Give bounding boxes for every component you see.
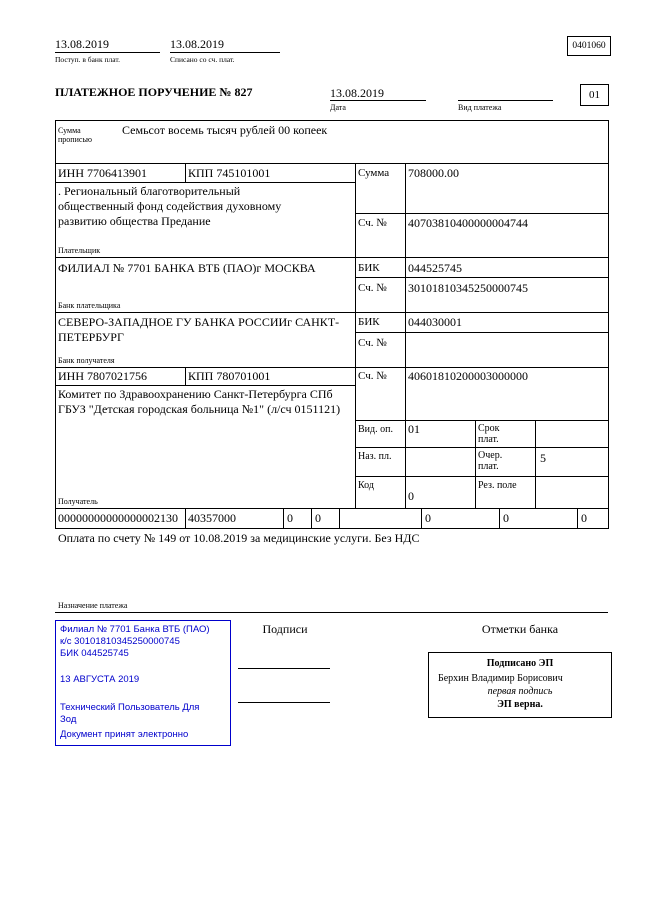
payer-inn: ИНН 7706413901 <box>58 166 147 180</box>
grid-line <box>499 508 500 528</box>
grid-line <box>339 508 340 528</box>
esign-box <box>428 652 612 718</box>
payer-account-label: Сч. № <box>358 217 387 229</box>
grid-line <box>55 508 608 509</box>
payment-purpose: Оплата по счету № 149 от 10.08.2019 за медицинские услуги. Без НДС <box>58 531 420 545</box>
grid-line <box>185 163 186 182</box>
bank-electronic-stamp <box>55 620 231 746</box>
grid-line <box>55 182 355 183</box>
title-date: 13.08.2019 <box>330 86 384 100</box>
payee-account: 40601810200003000000 <box>408 369 528 383</box>
payee-bank-caption: Банк получателя <box>58 356 115 365</box>
grid-line <box>355 213 608 214</box>
grid-line <box>475 420 476 508</box>
payee-kpp: КПП 780701001 <box>188 369 271 383</box>
signature-line <box>238 668 330 669</box>
kod-value: 0 <box>408 489 414 503</box>
amount-words-label: Сумма прописью <box>58 126 93 144</box>
payee-bank-bik: 044030001 <box>408 315 462 329</box>
bank-marks-header: Отметки банка <box>481 622 559 636</box>
payee-caption: Получатель <box>58 497 98 506</box>
grid-line <box>535 420 536 508</box>
esign-signer-name: Берхин Владимир Борисович <box>438 673 563 684</box>
payee-bank-name: СЕВЕРО-ЗАПАДНОЕ ГУ БАНКА РОССИИг САНКТ-ПЕТЕРБУРГ <box>58 315 340 344</box>
payer-bank-caption: Банк плательщика <box>58 301 121 310</box>
rez-pole-label: Рез. поле <box>478 480 517 491</box>
kod-label: Код <box>358 480 374 491</box>
grid-line <box>355 476 608 477</box>
stamp-accepted: Документ принят электронно <box>60 729 189 740</box>
purpose-caption: Назначение платежа <box>58 601 128 610</box>
amount-words-value: Семьсот восемь тысяч рублей 00 копеек <box>122 123 328 137</box>
payment-type-label: Вид платежа <box>458 103 502 112</box>
grid-line <box>185 367 186 385</box>
divider <box>330 100 426 101</box>
grid-line <box>355 277 608 278</box>
date-received-label: Поступ. в банк плат. <box>55 55 120 64</box>
divider <box>458 100 553 101</box>
vid-op-label: Вид. оп. <box>358 424 393 435</box>
payee-bank-bik-label: БИК <box>358 316 380 328</box>
grid-line <box>55 612 608 613</box>
tax-cell-oktmo: 40357000 <box>188 511 236 525</box>
stamp-date: 13 АВГУСТА 2019 <box>60 674 140 685</box>
grid-line <box>608 163 609 528</box>
payee-account-label: Сч. № <box>358 370 387 382</box>
stamp-user-line2: Зод <box>60 714 77 725</box>
grid-line <box>55 367 608 368</box>
esign-title: Подписано ЭП <box>486 658 554 669</box>
date-received: 13.08.2019 <box>55 37 109 51</box>
ocher-plat-value: 5 <box>540 451 546 465</box>
title-date-label: Дата <box>330 103 346 112</box>
divider <box>55 52 160 53</box>
signature-line <box>238 702 330 703</box>
stamp-corr-account: к/с 30101810345250000745 <box>60 636 180 647</box>
grid-line <box>405 163 406 508</box>
esign-role: первая подпись <box>487 686 553 697</box>
srok-plat-label: Срок плат. <box>478 423 500 445</box>
grid-line <box>55 528 609 529</box>
payer-name: . Региональный благотворительный общественный фонд содействия духовному развитию общества Предание <box>58 184 282 228</box>
payer-kpp: КПП 745101001 <box>188 166 271 180</box>
page-title: ПЛАТЕЖНОЕ ПОРУЧЕНИЕ № 827 <box>55 85 253 99</box>
payer-bank-name: ФИЛИАЛ № 7701 БАНКА ВТБ (ПАО)г МОСКВА <box>58 261 316 275</box>
payer-caption: Плательщик <box>58 246 101 255</box>
stamp-user-line1: Технический Пользователь Для <box>60 702 200 713</box>
divider <box>170 52 280 53</box>
sum-value: 708000.00 <box>408 166 459 180</box>
tax-cell: 0 <box>581 511 587 525</box>
grid-line <box>355 420 608 421</box>
payee-name: Комитет по Здравоохранению Санкт-Петербурга СПб ГБУЗ "Детская городская больница №1" (л/сч 0151121) <box>58 387 341 416</box>
payer-bank-account: 30101810345250000745 <box>408 281 528 295</box>
stamp-bik: БИК 044525745 <box>60 648 129 659</box>
form-code-box: 0401060 <box>567 36 611 56</box>
esign-verified: ЭП верна. <box>497 699 543 710</box>
payer-bank-bik: 044525745 <box>408 261 462 275</box>
grid-line <box>55 312 608 313</box>
payee-bank-account-label: Сч. № <box>358 337 387 349</box>
grid-line <box>185 508 186 528</box>
grid-line <box>355 163 356 508</box>
grid-line <box>55 385 355 386</box>
tax-cell: 0 <box>503 511 509 525</box>
payee-inn: ИНН 7807021756 <box>58 369 147 383</box>
status-code-box: 01 <box>580 84 609 106</box>
date-debited-label: Списано со сч. плат. <box>170 55 235 64</box>
naz-pl-label: Наз. пл. <box>358 451 392 462</box>
tax-cell-kbk: 00000000000000002130 <box>58 511 178 525</box>
tax-cell: 0 <box>287 511 293 525</box>
grid-line <box>283 508 284 528</box>
vid-op-value: 01 <box>408 422 420 436</box>
grid-line <box>55 163 56 528</box>
date-debited: 13.08.2019 <box>170 37 224 51</box>
grid-line <box>355 332 608 333</box>
stamp-bank-name: Филиал № 7701 Банка ВТБ (ПАО) <box>60 624 210 635</box>
grid-line <box>421 508 422 528</box>
grid-line <box>577 508 578 528</box>
payer-account: 40703810400000004744 <box>408 216 528 230</box>
grid-line <box>55 257 608 258</box>
grid-line <box>355 447 608 448</box>
signatures-header: Подписи <box>262 622 308 636</box>
tax-cell: 0 <box>315 511 321 525</box>
sum-label: Сумма <box>358 167 390 179</box>
ocher-plat-label: Очер. плат. <box>478 450 503 472</box>
payer-bank-bik-label: БИК <box>358 262 380 274</box>
payer-bank-account-label: Сч. № <box>358 282 387 294</box>
tax-cell: 0 <box>425 511 431 525</box>
grid-line <box>311 508 312 528</box>
